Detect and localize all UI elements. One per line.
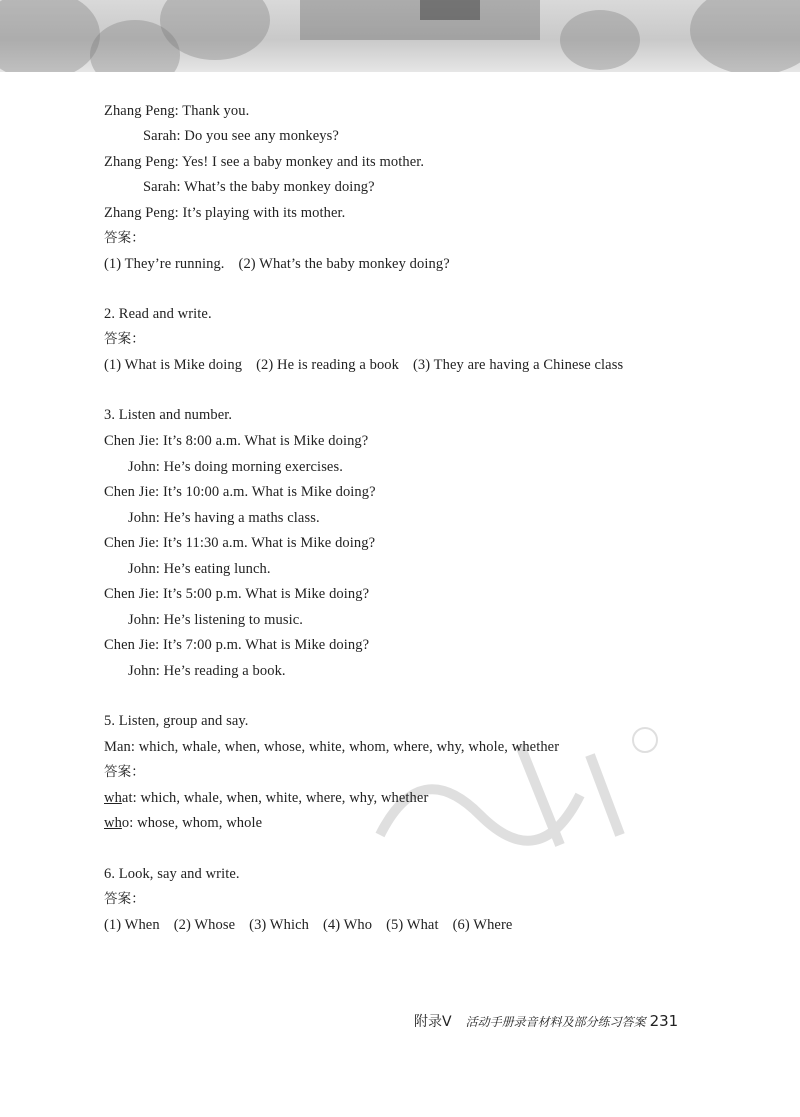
answer-label: 答案： [104,764,145,780]
page-number: 231 [649,1012,679,1030]
dialog-line: John: He’s listening to music. [128,612,303,628]
answer-line: who: whose, whom, whole [104,815,263,831]
dialog-line: John: He’s reading a book. [128,663,286,679]
page-footer [414,1011,678,1031]
dialog-line: John: He’s doing morning exercises. [128,459,343,475]
appendix-label: 附录V [414,1014,452,1030]
answer-label: 答案： [104,230,145,246]
section-title: 5. Listen, group and say. [104,713,249,729]
dialog-line: John: He’s having a maths class. [128,510,320,526]
dialog-line: Chen Jie: It’s 8:00 a.m. What is Mike doing? [104,433,369,449]
answer-label: 答案： [104,331,145,347]
section-title: 2. Read and write. [104,306,212,322]
dialog-line: Chen Jie: It’s 11:30 a.m. What is Mike doing? [104,535,376,551]
header-decoration [0,0,800,72]
dialog-line: Chen Jie: It’s 7:00 p.m. What is Mike doing? [104,637,370,653]
section-title: 6. Look, say and write. [104,866,240,882]
dialog-line: Chen Jie: It’s 10:00 a.m. What is Mike doing? [104,484,376,500]
answer-line: (1) They’re running. (2) What’s the baby monkey doing? [104,256,450,272]
dialog-line: Chen Jie: It’s 5:00 p.m. What is Mike doing? [104,586,370,602]
dialog-line: Sarah: Do you see any monkeys? [143,128,339,144]
answer-label: 答案： [104,891,145,907]
appendix-subtitle: 活动手册录音材料及部分练习答案 [465,1015,646,1029]
dialog-line: Man: which, whale, when, whose, white, whom, where, why, whole, whether [104,739,560,755]
answer-line: what: which, whale, when, white, where, why, whether [104,790,429,806]
dialog-line: John: He’s eating lunch. [128,561,271,577]
answer-line: (1) When (2) Whose (3) Which (4) Who (5) What (6) Where [104,917,513,933]
answer-line: (1) What is Mike doing (2) He is reading a book (3) They are having a Chinese class [104,357,624,373]
dialog-line: Zhang Peng: Thank you. [104,103,250,119]
dialog-line: Zhang Peng: It’s playing with its mother. [104,205,346,221]
dialog-line: Zhang Peng: Yes! I see a baby monkey and its mother. [104,154,425,170]
dialog-line: Sarah: What’s the baby monkey doing? [143,179,375,195]
section-title: 3. Listen and number. [104,407,233,423]
